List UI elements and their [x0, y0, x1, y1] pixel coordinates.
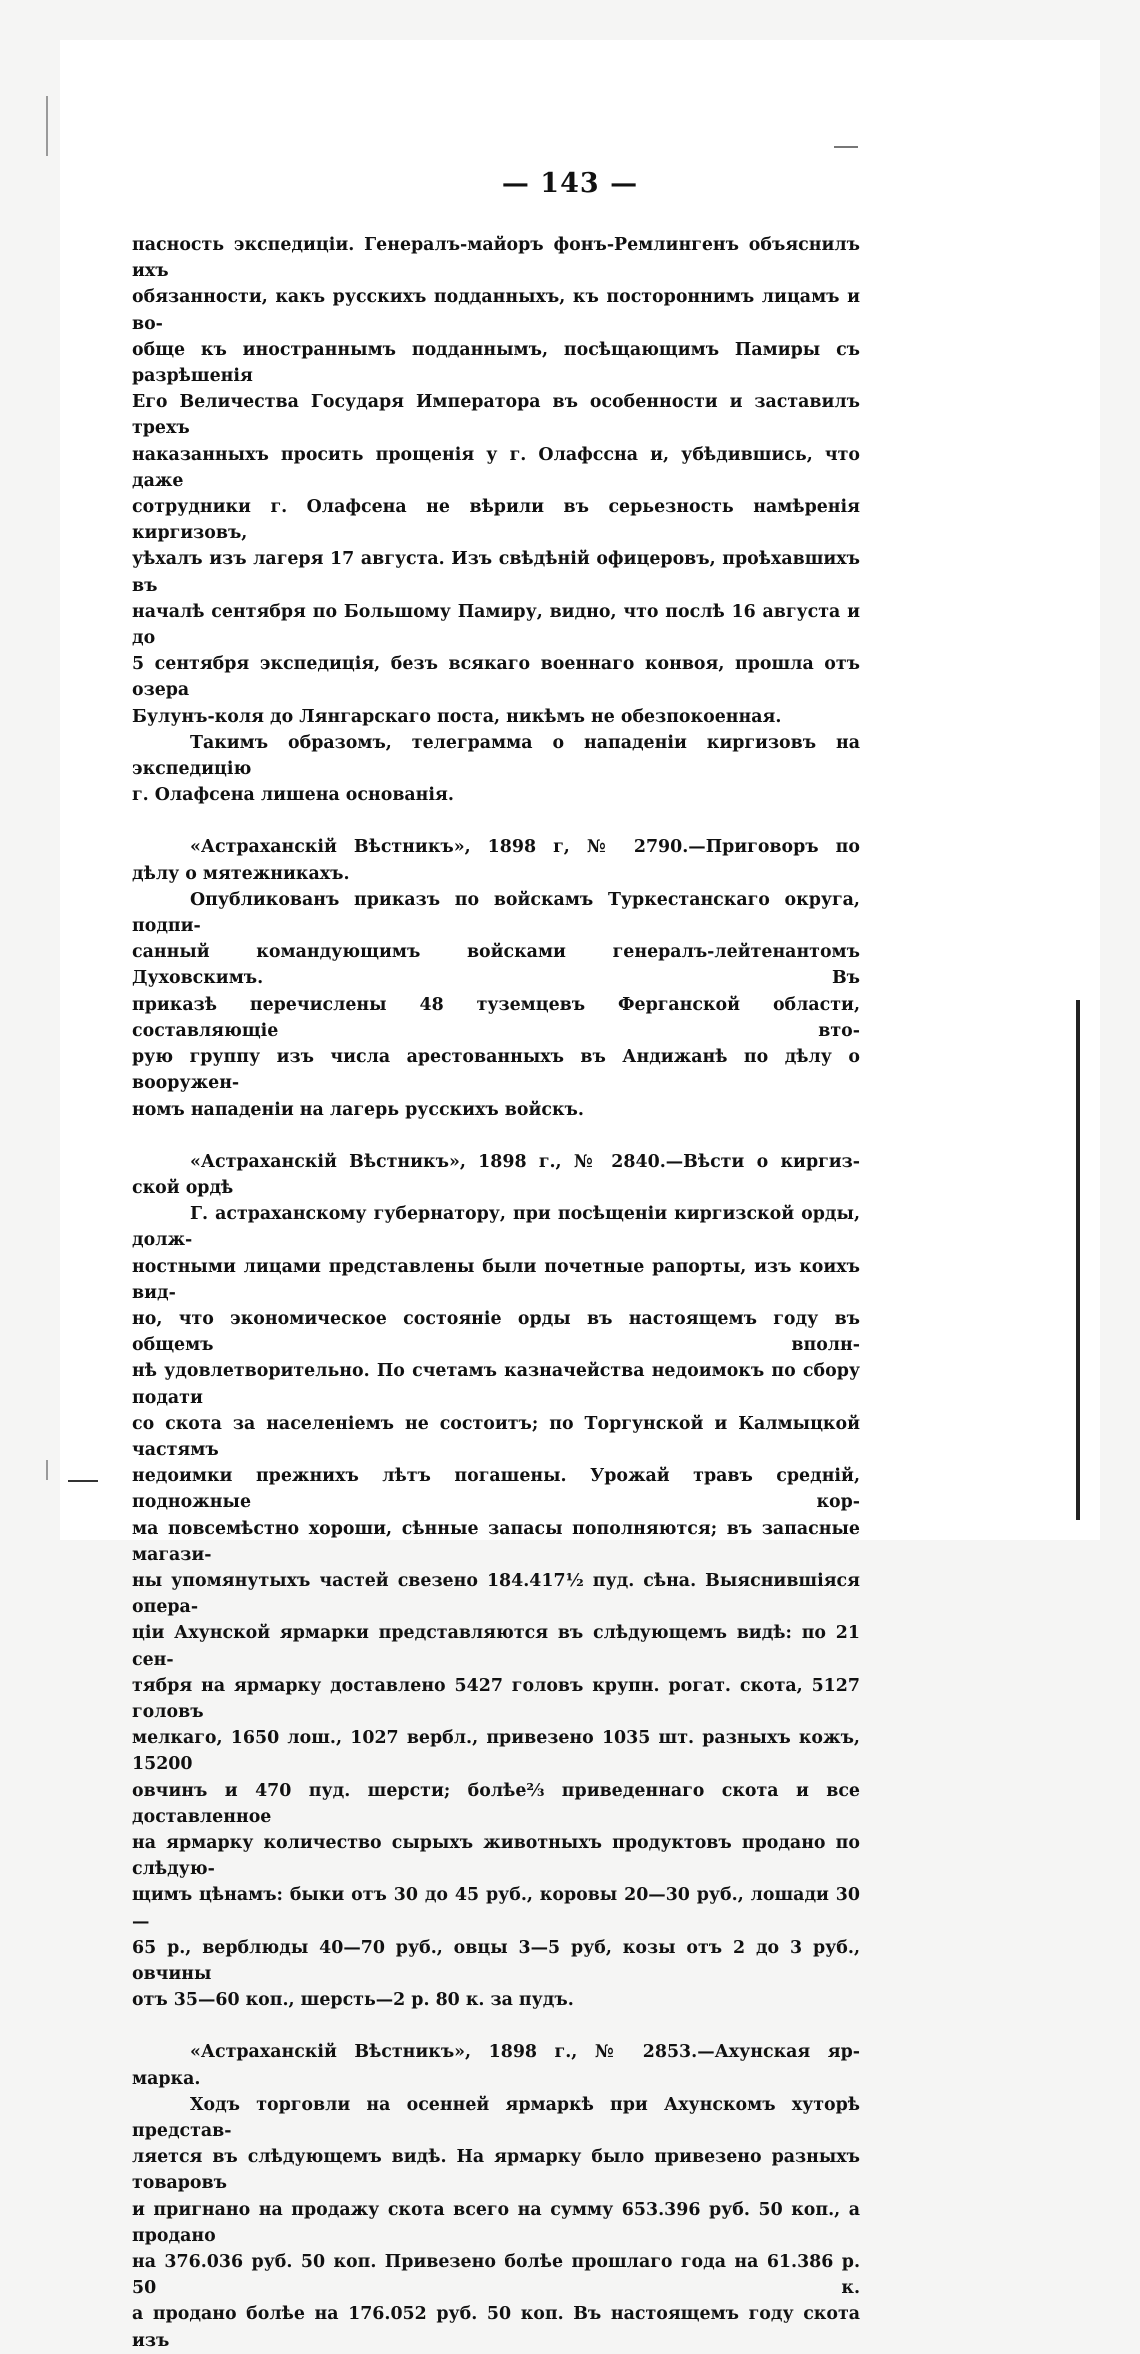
- text-line: приказѣ перечислены 48 туземцевъ Ферганской области, составляющіе вто-: [132, 994, 860, 1041]
- text-line: а продано болѣе на 176.052 руб. 50 коп. Въ настоящемъ году скота изъ: [132, 2304, 860, 2351]
- text-line: со скота за населеніемъ не состоитъ; по Торгунской и Калмыцкой частямъ: [132, 1413, 860, 1460]
- paragraph-prikaz: [132, 887, 860, 1123]
- page-number: — 143 —: [501, 168, 639, 199]
- paragraph-conclusion: [132, 730, 860, 809]
- text-line: Г. астраханскому губернатору, при посѣщеніи киргизской орды, долж-: [132, 1204, 860, 1251]
- text-line: обще къ иностраннымъ подданнымъ, посѣщающимъ Памиры съ разрѣшенія: [132, 339, 860, 387]
- text-line: Такимъ образомъ, телеграмма о нападеніи киргизовъ на экспедицію: [132, 732, 860, 780]
- text-line: щимъ цѣнамъ: быки отъ 30 до 45 руб., коровы 20—30 руб., лошади 30—: [132, 1885, 860, 1932]
- text-line: уѣхалъ изъ лагеря 17 августа. Изъ свѣдѣній офицеровъ, проѣхавшихъ въ: [132, 549, 860, 596]
- text-line: номъ нападеніи на лагерь русскихъ войскъ.: [132, 1099, 584, 1120]
- text-line: нѣ удовлетворительно. По счетамъ казначейства недоимокъ по сбору подати: [132, 1361, 860, 1408]
- text-line: Опубликованъ приказъ по войскамъ Туркестанскаго округа, подпи-: [132, 889, 860, 937]
- text-line: Его Величества Государя Императора въ особенности и заставилъ трехъ: [132, 392, 860, 439]
- text-line: обязанности, какъ русскихъ подданныхъ, къ постороннимъ лицамъ и во-: [132, 287, 860, 334]
- text-line: рую группу изъ числа арестованныхъ въ Андижанѣ по дѣлу о вооружен-: [132, 1047, 860, 1094]
- corner-mark-top-right: [834, 146, 858, 148]
- heading-line: марка.: [132, 2068, 201, 2089]
- section-gap: [132, 808, 860, 834]
- text-line: но, что экономическое состояніе орды въ настоящемъ году въ общемъ вполн-: [132, 1308, 860, 1356]
- text-line: ляется въ слѣдующемъ видѣ. На ярмарку было привезено разныхъ товаровъ: [132, 2147, 860, 2194]
- entry-heading-2790: [132, 834, 860, 886]
- section-gap: [132, 1123, 860, 1149]
- text-line: г. Олафсена лишена основанія.: [132, 785, 454, 806]
- paragraph-yarmarka: [132, 2092, 860, 2354]
- text-line: недоимки прежнихъ лѣтъ погашены. Урожай травъ средній, подножные кор-: [132, 1466, 860, 1513]
- section-gap: [132, 2013, 860, 2039]
- paragraph-continuation: [132, 232, 860, 730]
- text-line: Ходъ торговли на осенней ярмаркѣ при Ахунскомъ хуторѣ представ-: [132, 2094, 860, 2142]
- right-margin-rule: [1076, 1000, 1080, 1520]
- text-line: Булунъ-коля до Лянгарскаго поста, никѣмъ не обезпокоенная.: [132, 706, 782, 727]
- left-margin-rule-top: [46, 96, 48, 156]
- body-text: [132, 232, 860, 2354]
- entry-heading-2853: [132, 2039, 860, 2091]
- text-line: тября на ярмарку доставлено 5427 головъ крупн. рогат. скота, 5127 головъ: [132, 1675, 860, 1722]
- heading-line: «Астраханскій Вѣстникъ», 1898 г., № 2840.—Вѣсти о киргиз-: [190, 1151, 860, 1172]
- text-line: пасность экспедиціи. Генералъ-майоръ фонъ-Ремлингенъ объяснилъ ихъ: [132, 235, 860, 282]
- text-line: наказанныхъ просить прощенія у г. Олафссна и, убѣдившись, что даже: [132, 444, 860, 491]
- text-line: на 376.036 руб. 50 коп. Привезено болѣе прошлаго года на 61.386 р. 50 к.: [132, 2252, 860, 2299]
- text-line: ціи Ахунской ярмарки представляются въ слѣдующемъ видѣ: по 21 сен-: [132, 1623, 860, 1670]
- text-line: ма повсемѣстно хороши, сѣнные запасы пополняются; въ запасные магази-: [132, 1518, 860, 1565]
- heading-line: дѣлу о мятежникахъ.: [132, 863, 350, 884]
- heading-line: «Астраханскій Вѣстникъ», 1898 г, № 2790.—Приговоръ по: [190, 837, 860, 858]
- text-line: ностными лицами представлены были почетные рапорты, изъ коихъ вид-: [132, 1256, 860, 1303]
- text-line: санный командующимъ войсками генералъ-лейтенантомъ Духовскимъ. Въ: [132, 942, 860, 989]
- text-line: отъ 35—60 коп., шерсть—2 р. 80 к. за пудъ.: [132, 1990, 574, 2011]
- text-line: 5 сентября экспедиція, безъ всякаго военнаго конвоя, прошла отъ озера: [132, 654, 860, 701]
- entry-heading-2840: [132, 1149, 860, 1201]
- text-line: сотрудники г. Олафсена не вѣрили въ серьезность намѣренія киргизовъ,: [132, 497, 860, 544]
- text-line: ны упомянутыхъ частей свезено 184.417½ пуд. сѣна. Выяснившіяся опера-: [132, 1570, 860, 1618]
- text-line: началѣ сентября по Большому Памиру, видно, что послѣ 16 августа и до: [132, 601, 860, 649]
- heading-line: ской ордѣ: [132, 1177, 234, 1198]
- text-line: и пригнано на продажу скота всего на сумму 653.396 руб. 50 коп., а продано: [132, 2199, 860, 2246]
- paragraph-orda: [132, 1201, 860, 2013]
- heading-line: «Астраханскій Вѣстникъ», 1898 г., № 2853.—Ахунская яр-: [190, 2042, 860, 2063]
- text-line: мелкаго, 1650 лош., 1027 вербл., привезено 1035 шт. разныхъ кожъ, 15200: [132, 1728, 860, 1775]
- text-line: овчинъ и 470 пуд. шерсти; болѣе⅔ приведеннаго скота и все доставленное: [132, 1780, 860, 1827]
- text-line: 65 р., верблюды 40—70 руб., овцы 3—5 руб, козы отъ 2 до 3 руб., овчины: [132, 1937, 860, 1984]
- text-line: на ярмарку количество сырыхъ животныхъ продуктовъ продано по слѣдую-: [132, 1832, 860, 1880]
- left-margin-rule-bottom: [46, 1460, 48, 1480]
- corner-mark-bottom-left: [68, 1480, 98, 1482]
